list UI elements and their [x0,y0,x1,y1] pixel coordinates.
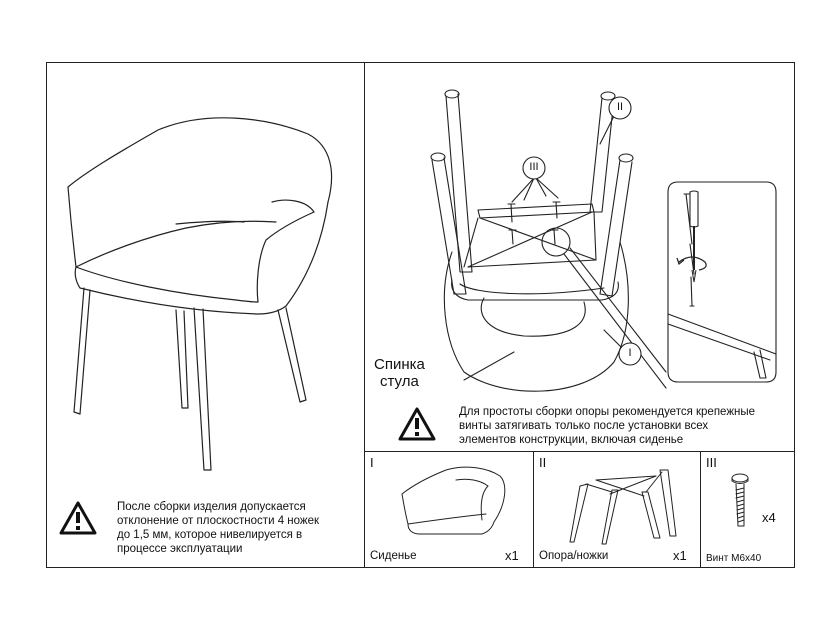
part-1-count: x1 [505,548,519,563]
part-2-base-drawing [566,466,686,546]
part-2-roman: II [539,455,547,470]
left-warning-text: После сборки изделия допускается отклонение от плоскостности 4 ножек до 1,5 мм, которое нивелируется в процессе эксплуатации [117,501,320,555]
backrest-label: Спинка стула [374,356,425,390]
part-2-name: Опора/ножки [539,550,609,562]
assembled-chair-drawing [46,62,366,482]
marker-I: I [628,347,632,359]
warning-triangle-icon-assembly [397,406,437,442]
part-1-roman: I [370,455,374,470]
warning-triangle-icon [58,500,98,536]
part-3-name: Винт М6х40 [706,553,762,564]
marker-III: III [529,161,539,173]
assembly-warning-text: Для простоты сборки опоры рекомендуется крепежные винты затягивать только после установки всех элементов конструкции, включая сиденье [459,406,756,446]
detail-inset [664,182,780,382]
part-1-name: Сиденье [370,550,417,562]
part-1-seat-drawing [396,464,516,544]
parts-divider-2 [700,451,701,568]
part-2-count: x1 [673,548,687,563]
part-3-roman: III [706,455,717,470]
marker-II: II [616,101,624,113]
part-3-screw-drawing [728,472,758,532]
part-3-count: x4 [762,510,776,525]
screwdriver-icon [684,190,704,290]
rotate-arrow-icon [673,254,711,274]
parts-divider-1 [533,451,534,568]
